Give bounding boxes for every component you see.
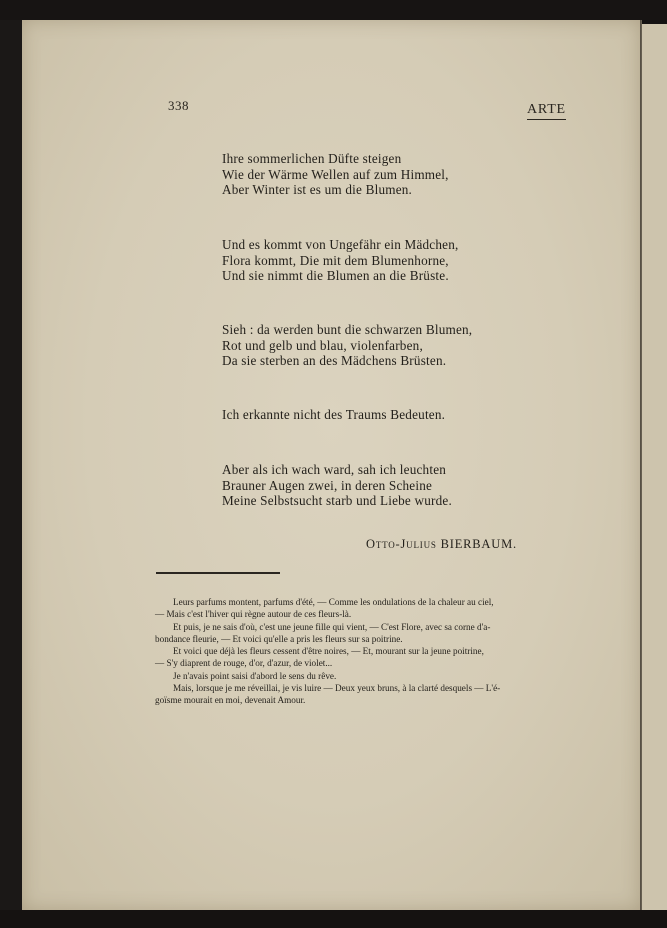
footnote-line: — Mais c'est l'hiver qui règne autour de ces fleurs-là. (155, 609, 352, 620)
footnote-translation (155, 596, 555, 707)
footnote-line: Mais, lorsque je me réveillai, je vis luire — Deux yeux bruns, à la clarté desquels — L'é- (173, 683, 501, 694)
poem-stanza-5 (222, 462, 452, 509)
scan-border-left (0, 0, 22, 928)
footnote-line: — S'y diaprent de rouge, d'or, d'azur, de violet... (155, 658, 333, 669)
scan-border-top (0, 0, 667, 20)
poem-line: Und es kommt von Ungefähr ein Mädchen, (222, 237, 459, 252)
poem-line: Ich erkannte nicht des Traums Bedeuten. (222, 407, 446, 422)
poem-line: Und sie nimmt die Blumen an die Brüste. (222, 268, 449, 283)
page-number: 338 (168, 98, 189, 113)
footnote-line: Et voici que déjà les fleurs cessent d'être noires, — Et, mourant sur la jeune poitrine, (173, 646, 484, 657)
poem-line: Ihre sommerlichen Düfte steigen (222, 151, 402, 166)
poem-stanza-3 (222, 322, 472, 369)
footnote-line: Je n'avais point saisi d'abord le sens du rêve. (173, 670, 337, 681)
poem-line: Aber als ich wach ward, sah ich leuchten (222, 462, 447, 477)
poem-line: Flora kommt, Die mit dem Blumenhorne, (222, 252, 449, 268)
poem-line: Da sie sterben an des Mädchens Brüsten. (222, 353, 447, 368)
poem-line: Aber Winter ist es um die Blumen. (222, 182, 413, 197)
poem-stanza-1 (222, 151, 449, 198)
poem-line: Brauner Augen zwei, in deren Scheine (222, 477, 433, 493)
poem-line: Meine Selbstsucht starb und Liebe wurde. (222, 493, 452, 508)
poem-author: Otto-Julius BIERBAUM. (366, 537, 517, 551)
footnote-rule (156, 572, 280, 574)
book-page (22, 20, 640, 910)
footnote-line: goïsme mourait en moi, devenait Amour. (155, 695, 306, 706)
adjacent-page-edge (642, 24, 667, 910)
footnote-line: Leurs parfums montent, parfums d'été, — Comme les ondulations de la chaleur au ciel, (173, 597, 494, 607)
poem-line: Wie der Wärme Wellen auf zum Himmel, (222, 166, 449, 182)
footnote-line: bondance fleurie, — Et voici qu'elle a pris les fleurs sur sa poitrine. (155, 633, 403, 644)
poem-stanza-4 (222, 407, 445, 423)
running-header: ARTE (527, 102, 566, 120)
footnote-line: Et puis, je ne sais d'où, c'est une jeune fille qui vient, — C'est Flore, avec sa corne d'a- (173, 621, 491, 632)
poem-line: Rot und gelb und blau, violenfarben, (222, 337, 423, 353)
poem-line: Sieh : da werden bunt die schwarzen Blumen, (222, 322, 473, 337)
scan-border-bottom (0, 910, 667, 928)
poem-stanza-2 (222, 237, 459, 284)
